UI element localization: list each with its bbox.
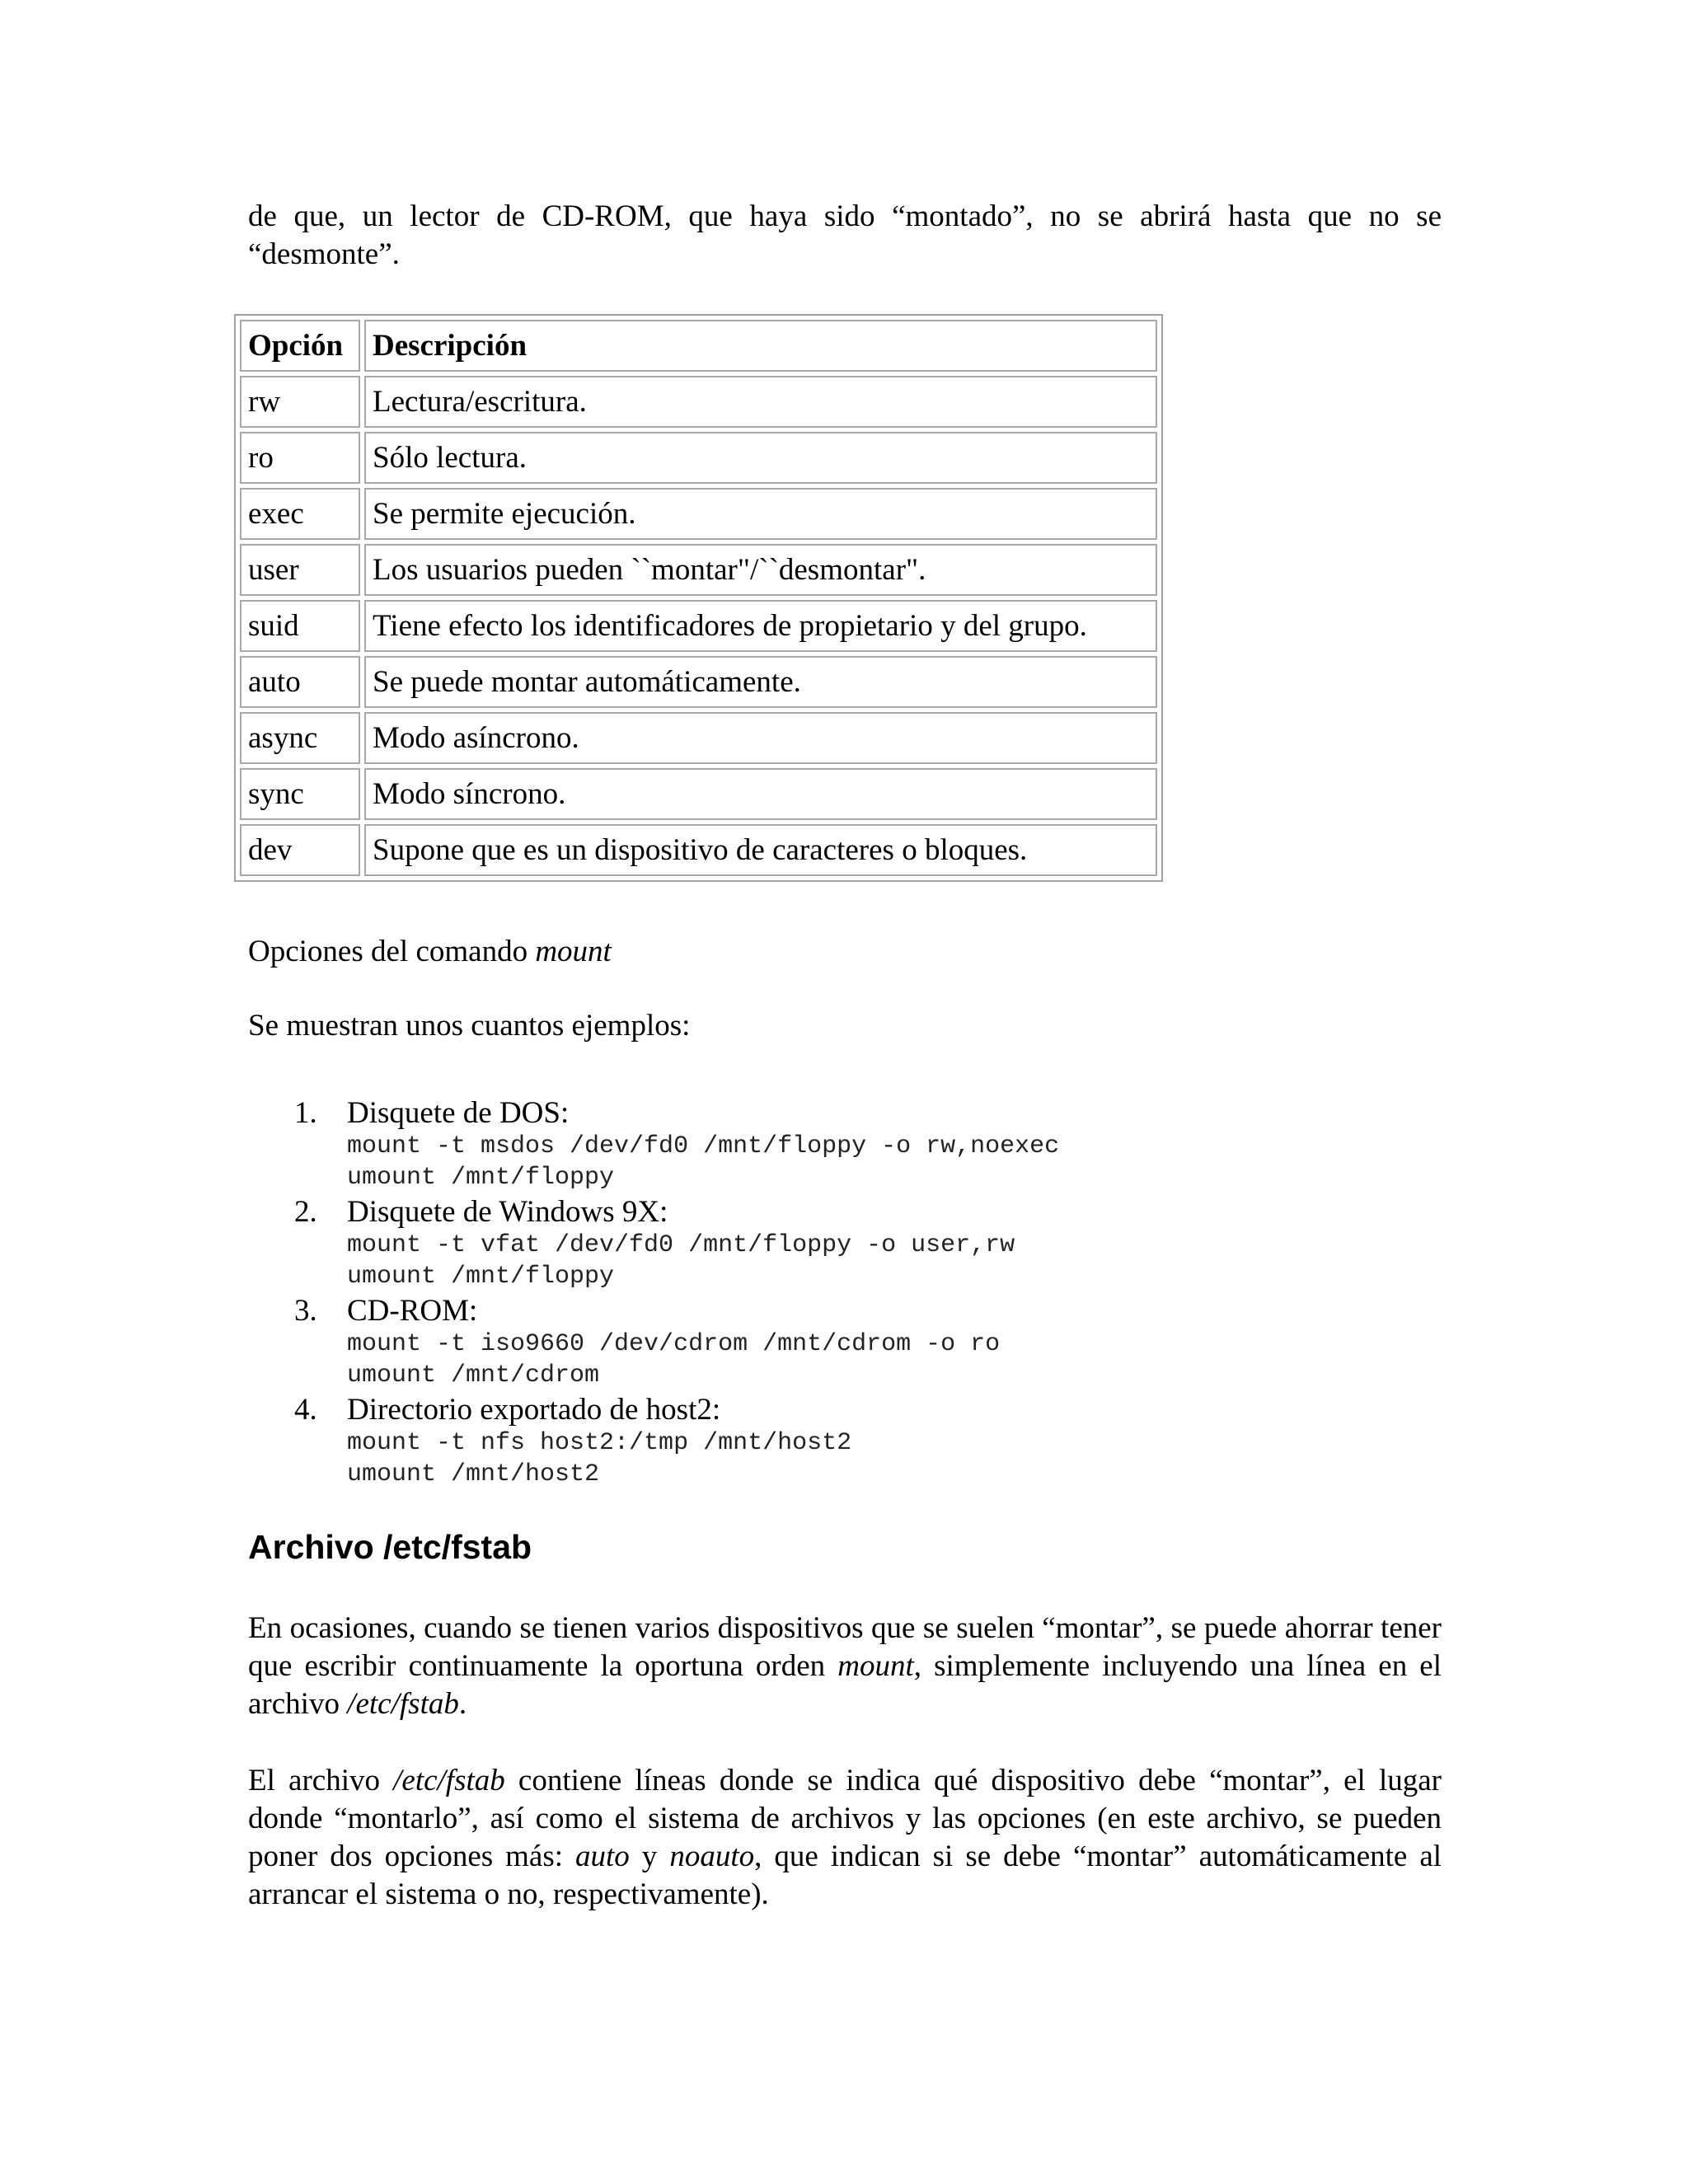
description-cell: Supone que es un dispositivo de caracteres o bloques. xyxy=(364,824,1157,876)
mount-options-table xyxy=(234,314,1163,882)
option-cell: user xyxy=(240,544,360,596)
code-line: umount /mnt/floppy xyxy=(347,1164,615,1192)
header-description: Descripción xyxy=(364,320,1157,372)
code-line: umount /mnt/host2 xyxy=(347,1460,600,1488)
option-cell: rw xyxy=(240,376,360,428)
description-cell: Sólo lectura. xyxy=(364,432,1157,484)
list-item-number: 4. xyxy=(294,1393,317,1427)
list-item-title: Disquete de DOS: xyxy=(347,1096,570,1130)
table-row xyxy=(240,768,1157,820)
table-header-row xyxy=(240,320,1157,372)
option-cell: auto xyxy=(240,656,360,708)
description-cell: Modo síncrono. xyxy=(364,768,1157,820)
description-cell: Se puede montar automáticamente. xyxy=(364,656,1157,708)
list-item xyxy=(248,1292,1402,1391)
fstab-paragraph-1: En ocasiones, cuando se tienen varios dispositivos que se suelen “montar”, se puede ahorrar tener que escribir continuamente la oportuna orden mount, simplemente incluyendo una línea en el archivo /etc/fstab. xyxy=(248,1611,1442,1721)
list-item-number: 1. xyxy=(294,1096,317,1130)
code-line: mount -t msdos /dev/fd0 /mnt/floppy -o rw,noexec xyxy=(347,1132,1060,1160)
list-item xyxy=(248,1193,1402,1292)
code-line: mount -t vfat /dev/fd0 /mnt/floppy -o user,rw xyxy=(347,1231,1015,1259)
code-line: mount -t nfs host2:/tmp /mnt/host2 xyxy=(347,1429,852,1457)
intro-paragraph xyxy=(248,198,1442,274)
option-cell: async xyxy=(240,712,360,764)
description-cell: Tiene efecto los identificadores de propietario y del grupo. xyxy=(364,600,1157,652)
section-heading: Archivo /etc/fstab xyxy=(248,1528,532,1566)
description-cell: Modo asíncrono. xyxy=(364,712,1157,764)
list-item-number: 2. xyxy=(294,1195,317,1229)
code-line: umount /mnt/cdrom xyxy=(347,1361,600,1390)
table-body xyxy=(240,376,1157,876)
table-caption xyxy=(248,933,612,971)
header-option: Opción xyxy=(240,320,360,372)
intro-line-2: “desmonte”. xyxy=(248,237,400,271)
list-item-title: Disquete de Windows 9X: xyxy=(347,1195,668,1229)
table-row xyxy=(240,544,1157,596)
caption-command: mount xyxy=(535,935,612,968)
code-line: umount /mnt/floppy xyxy=(347,1263,615,1291)
fstab-paragraph-2: El archivo /etc/fstab contiene líneas donde se indica qué dispositivo debe “montar”, el lugar donde “montarlo”, así como el sistema de archivos y las opciones (en este archivo, se pueden poner dos opciones más: auto y noauto, que indican si se debe “montar” automáticamente al arrancar el sistema o no, respectivamente). xyxy=(248,1764,1442,1911)
examples-intro: Se muestran unos cuantos ejemplos: xyxy=(248,1009,691,1043)
table-row xyxy=(240,656,1157,708)
option-cell: exec xyxy=(240,488,360,540)
table-row xyxy=(240,432,1157,484)
intro-line-1: de que, un lector de CD-ROM, que haya sido “montado”, no se abrirá hasta que no se xyxy=(248,199,1442,233)
description-cell: Se permite ejecución. xyxy=(364,488,1157,540)
table-row xyxy=(240,376,1157,428)
code-line: mount -t iso9660 /dev/cdrom /mnt/cdrom -o ro xyxy=(347,1330,1001,1358)
option-cell: ro xyxy=(240,432,360,484)
list-item-title: CD-ROM: xyxy=(347,1294,478,1328)
table-row xyxy=(240,824,1157,876)
list-item-title: Directorio exportado de host2: xyxy=(347,1393,721,1427)
description-cell: Lectura/escritura. xyxy=(364,376,1157,428)
examples-list xyxy=(248,1094,1402,1490)
table-row xyxy=(240,712,1157,764)
table-row xyxy=(240,488,1157,540)
description-cell: Los usuarios pueden ``montar"/``desmontar". xyxy=(364,544,1157,596)
table-row xyxy=(240,600,1157,652)
list-item xyxy=(248,1094,1402,1193)
option-cell: sync xyxy=(240,768,360,820)
list-item xyxy=(248,1391,1402,1490)
option-cell: suid xyxy=(240,600,360,652)
list-item-number: 3. xyxy=(294,1294,317,1328)
caption-text: Opciones del comando xyxy=(248,935,536,968)
option-cell: dev xyxy=(240,824,360,876)
